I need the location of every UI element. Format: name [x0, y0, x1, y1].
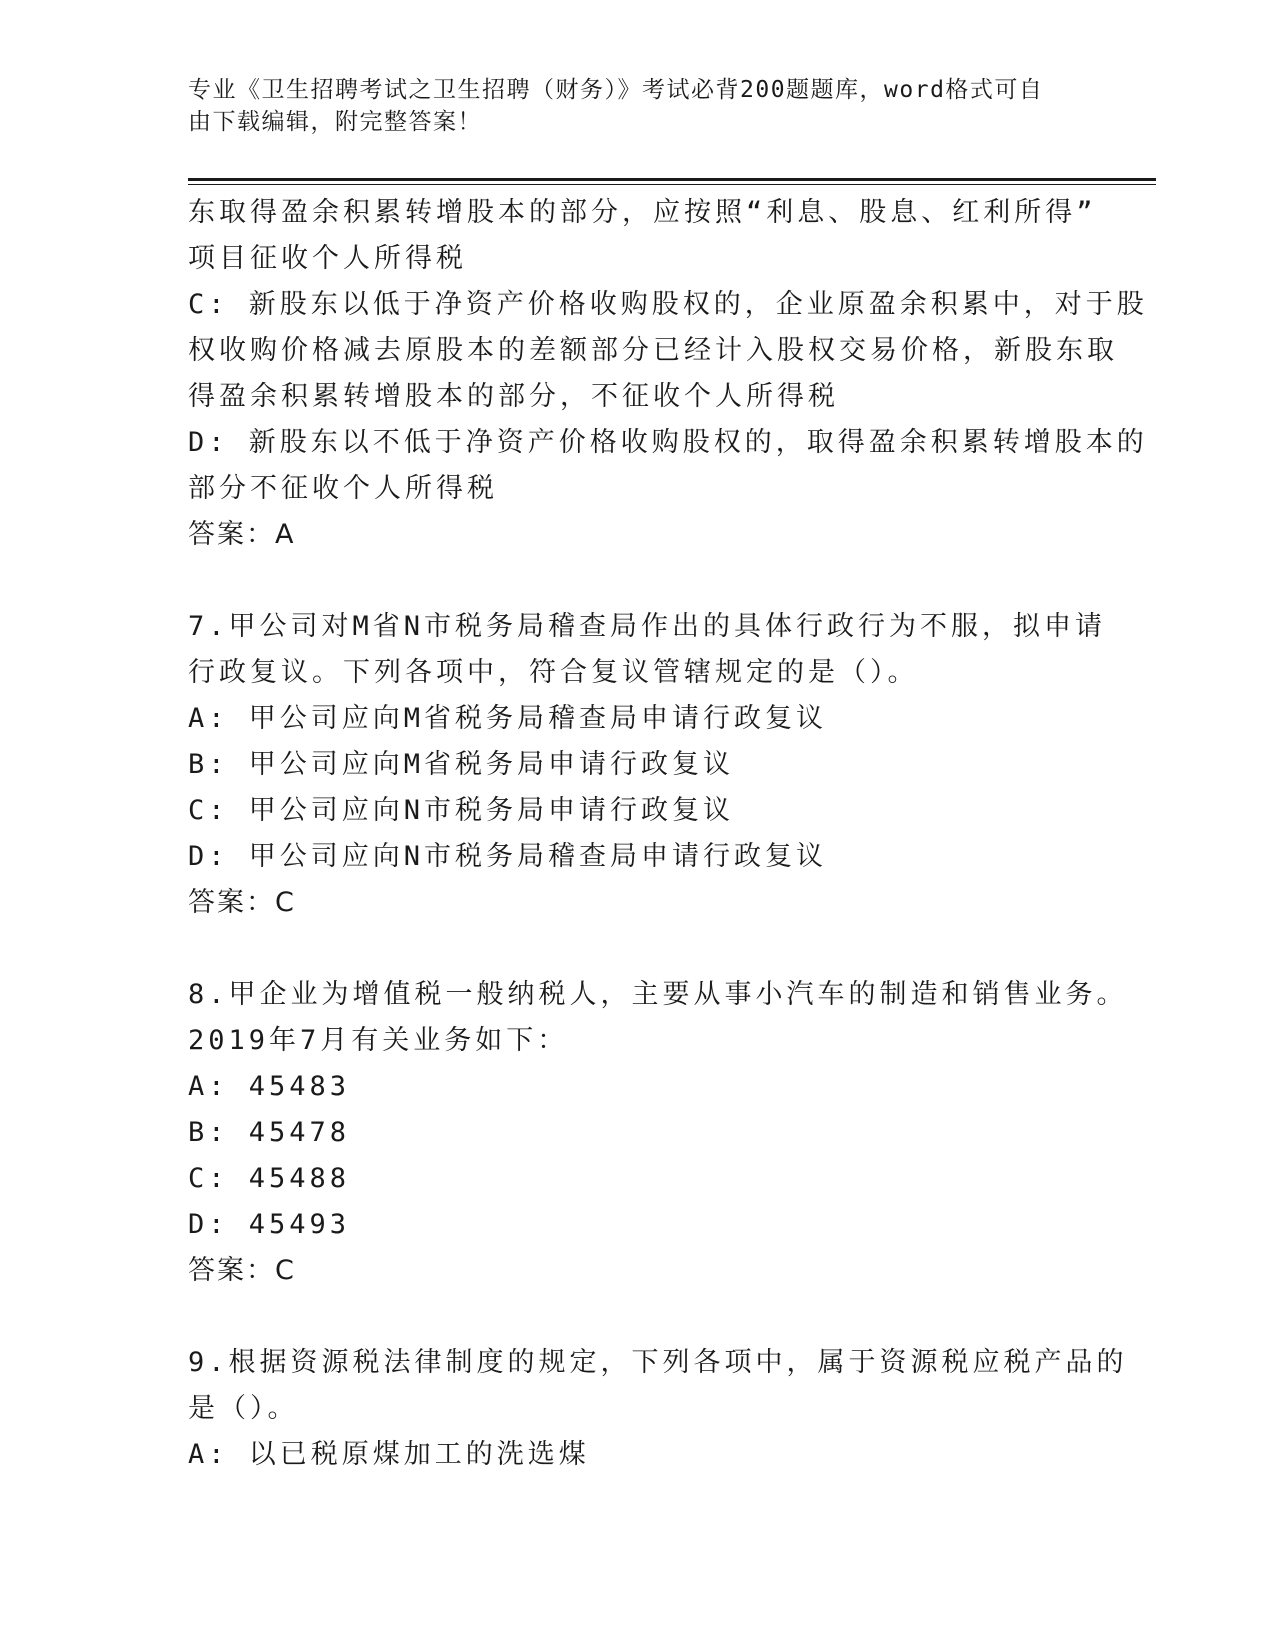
q7-option-d: D: 甲公司应向N市税务局稽查局申请行政复议 [188, 841, 828, 872]
q6-option-d-line-1: D: 新股东以不低于净资产价格收购股权的，取得盈余积累转增股本的 [188, 427, 1148, 458]
q6-option-c-line-3: 得盈余积累转增股本的部分，不征收个人所得税 [188, 381, 839, 412]
document-body [188, 190, 1148, 1478]
q6-answer: 答案：A [188, 519, 296, 550]
q7-option-a: A: 甲公司应向M省税务局稽查局申请行政复议 [188, 703, 828, 734]
q6-option-c-line-1: C: 新股东以低于净资产价格收购股权的，企业原盈余积累中，对于股 [188, 289, 1148, 320]
q6-option-b-tail-line-2: 项目征收个人所得税 [188, 243, 467, 274]
q8-option-d: D: 45493 [188, 1209, 351, 1240]
q8-stem-line-1: 8.甲企业为增值税一般纳税人，主要从事小汽车的制造和销售业务。 [188, 979, 1128, 1010]
header-divider-thin [188, 184, 1156, 185]
document-header [188, 74, 1068, 138]
q9-option-a: A: 以已税原煤加工的洗选煤 [188, 1439, 590, 1470]
header-line-2: 由下载编辑，附完整答案！ [188, 109, 482, 135]
q7-answer: 答案：C [188, 887, 296, 918]
spacer [188, 1294, 1088, 1340]
q6-option-b-tail-line-1: 东取得盈余积累转增股本的部分，应按照“利息、股息、红利所得” [188, 197, 1097, 228]
q9-stem-line-2: 是（）。 [188, 1393, 299, 1424]
spacer [188, 558, 1088, 604]
q7-option-c: C: 甲公司应向N市税务局申请行政复议 [188, 795, 735, 826]
q8-option-a: A: 45483 [188, 1071, 351, 1102]
q8-answer: 答案：C [188, 1255, 296, 1286]
header-divider-thick [188, 178, 1156, 181]
q7-stem-line-2: 行政复议。下列各项中，符合复议管辖规定的是（）。 [188, 657, 919, 688]
q6-option-c-line-2: 权收购价格减去原股本的差额部分已经计入股权交易价格，新股东取 [188, 335, 1118, 366]
q8-option-c: C: 45488 [188, 1163, 351, 1194]
header-line-1: 专业《卫生招聘考试之卫生招聘（财务）》考试必背200题题库，word格式可自 [188, 77, 1044, 103]
q9-stem-line-1: 9.根据资源税法律制度的规定，下列各项中，属于资源税应税产品的 [188, 1347, 1128, 1378]
q7-option-b: B: 甲公司应向M省税务局申请行政复议 [188, 749, 735, 780]
q8-stem-line-2: 2019年7月有关业务如下： [188, 1025, 569, 1056]
q7-stem-line-1: 7.甲公司对M省N市税务局稽查局作出的具体行政行为不服，拟申请 [188, 611, 1107, 642]
q6-option-d-line-2: 部分不征收个人所得税 [188, 473, 498, 504]
spacer [188, 926, 1088, 972]
q8-option-b: B: 45478 [188, 1117, 351, 1148]
